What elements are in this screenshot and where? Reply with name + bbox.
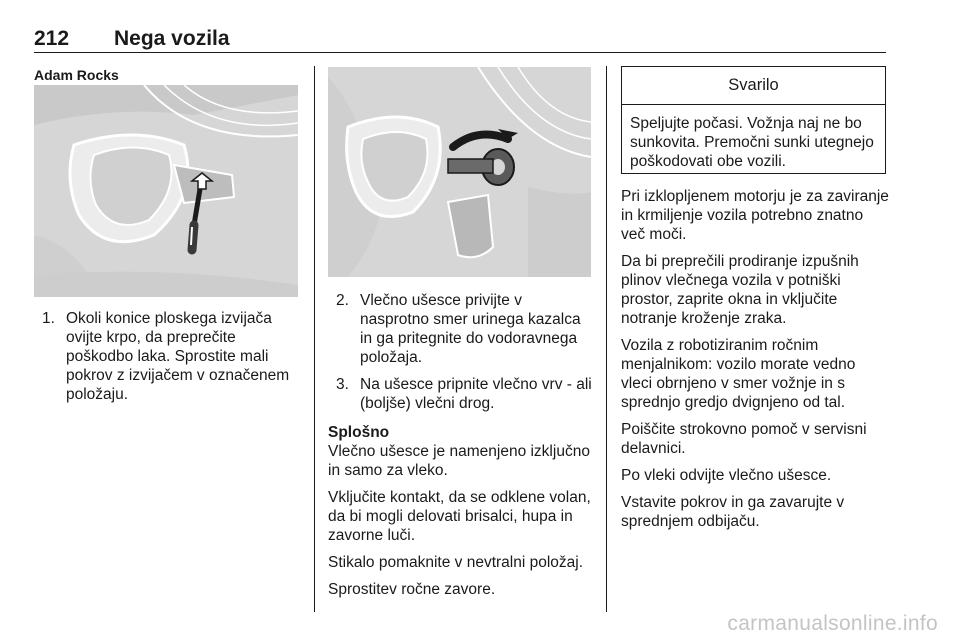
model-label: Adam Rocks xyxy=(34,67,119,83)
chapter-title: Nega vozila xyxy=(114,27,230,50)
step-item xyxy=(336,291,594,367)
middle-column-text xyxy=(328,291,594,607)
paragraph: Da bi preprečili prodiranje izpušnih plinov vlečnega vozila v potniški prostor, zaprite okna in vključite notranje kroženje zraka. xyxy=(621,253,859,327)
column-divider-left xyxy=(314,66,315,612)
paragraph: Vključite kontakt, da se odklene volan, da bi mogli delovati brisalci, hupa in zavorne luči. xyxy=(328,489,591,544)
right-column-text xyxy=(621,187,889,539)
general-section xyxy=(328,423,594,480)
paragraph: Sprostitev ročne zavore. xyxy=(328,581,496,598)
step-text: Okoli konice ploskega izvijača ovijte krpo, da preprečite poškodbo laka. Sprostite mali pokrov z izvijačem v označenem položaju. xyxy=(66,310,290,403)
left-column-text xyxy=(42,309,298,412)
column-divider-right xyxy=(606,66,607,612)
paragraph: Vstavite pokrov in ga zavarujte v sprednjem odbijaču. xyxy=(621,494,845,530)
step-item xyxy=(42,309,298,404)
paragraph: Vozila z robotiziranim ročnim menjalnikom: vozilo morate vedno vleci obrnjeno v smer vožnje in s sprednjo gredjo dvignjeno od tal. xyxy=(621,337,856,411)
page-header xyxy=(34,27,886,53)
steps-list xyxy=(328,291,594,413)
paragraph: Pri izklopljenem motorju je za zaviranje in krmiljenje vozila potrebno znatno več moči. xyxy=(621,188,889,243)
step-text: Vlečno ušesce privijte v nasprotno smer urinega kazalca in ga pritegnite do vodoravnega položaja. xyxy=(360,292,581,366)
tow-eye-bumper-illustration-icon xyxy=(328,67,591,277)
page-number: 212 xyxy=(34,27,70,50)
paragraph: Po vleki odvijte vlečno ušesce. xyxy=(621,467,832,484)
paragraph: Poiščite strokovno pomoč v servisni delavnici. xyxy=(621,421,867,457)
step-number: 3. xyxy=(336,376,349,393)
paragraph: Stikalo pomaknite v nevtralni položaj. xyxy=(328,554,584,571)
header-divider xyxy=(34,52,886,53)
warning-title: Svarilo xyxy=(622,67,885,105)
general-heading: Splošno xyxy=(328,424,390,441)
steps-list xyxy=(42,309,298,404)
step-item xyxy=(336,375,594,413)
step-number: 1. xyxy=(42,310,55,327)
general-text: Vlečno ušesce je namenjeno izključno in samo za vleko. xyxy=(328,443,590,479)
warning-box xyxy=(621,66,886,174)
warning-text: Speljujte počasi. Vožnja naj ne bo sunkovita. Premočni sunki utegnejo poškodovati obe vozili. xyxy=(630,115,874,170)
watermark: carmanualsonline.info xyxy=(727,612,938,635)
step-text: Na ušesce pripnite vlečno vrv - ali (boljše) vlečni drog. xyxy=(360,376,592,412)
screwdriver-bumper-illustration-icon xyxy=(34,85,298,297)
step-number: 2. xyxy=(336,292,349,309)
